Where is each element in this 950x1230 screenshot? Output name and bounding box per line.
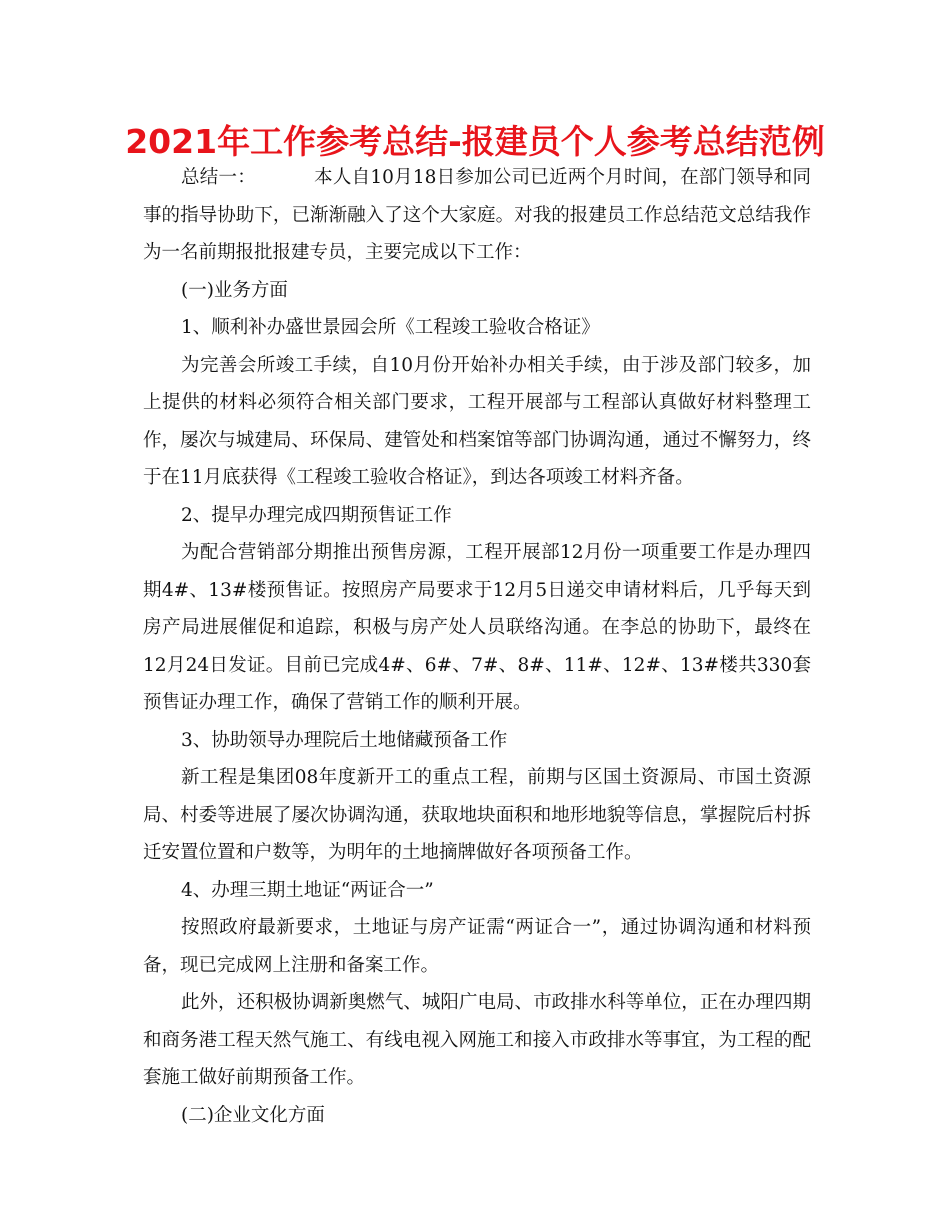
item-body-2: 为配合营销部分期推出预售房源，工程开展部12月份一项重要工作是办理四期4#、13#楼预售证。按照房产局要求于12月5日递交申请材料后，几乎每天到房产局进展催促和追踪，积极与房产处人员联络沟通。在李总的协助下，最终在12月24日发证。目前已完成4#、6#、7#、8#、11#、12#、13#楼共330套预售证办理工作，确保了营销工作的顺利开展。: [143, 542, 811, 713]
document-body: [143, 159, 811, 1134]
item-body-1: 为完善会所竣工手续，自10月份开始补办相关手续，由于涉及部门较多，加上提供的材料必须符合相关部门要求，工程开展部与工程部认真做好材料整理工作，屡次与城建局、环保局、建管处和档案馆等部门协调沟通，通过不懈努力，终于在11月底获得《工程竣工验收合格证》，到达各项竣工材料齐备。: [143, 354, 811, 488]
item-body-3: 新工程是集团08年度新开工的重点工程，前期与区国土资源局、市国土资源局、村委等进展了屡次协调沟通，获取地块面积和地形地貌等信息，掌握院后村拆迁安置位置和户数等，为明年的土地摘牌做好各项预备工作。: [143, 767, 811, 863]
section-heading-culture: (二)企业文化方面: [181, 1104, 325, 1126]
item-body-4: 按照政府最新要求，土地证与房产证需“两证合一”，通过协调沟通和材料预备，现已完成网上注册和备案工作。: [143, 917, 811, 976]
intro-paragraph: [143, 159, 811, 272]
intro-label: 总结一：: [181, 167, 256, 188]
intro-text: 本人自10月18日参加公司已近两个月时间，在部门领导和同事的指导协助下，已渐渐融入了这个大家庭。对我的报建员工作总结范文总结我作为一名前期报批报建专员，主要完成以下工作：: [143, 167, 811, 263]
section-heading-business: (一)业务方面: [181, 279, 288, 301]
item-heading-3: 3、协助领导办理院后土地储藏预备工作: [181, 729, 508, 751]
item-heading-1: 1、顺利补办盛世景园会所《工程竣工验收合格证》: [181, 317, 600, 338]
additional-paragraph: 此外，还积极协调新奥燃气、城阳广电局、市政排水科等单位，正在办理四期和商务港工程天然气施工、有线电视入网施工和接入市政排水等事宜，为工程的配套施工做好前期预备工作。: [143, 992, 811, 1088]
item-heading-4: 4、办理三期土地证“两证合一”: [181, 879, 434, 901]
document-title: 2021年工作参考总结-报建员个人参考总结范例: [125, 122, 825, 161]
item-heading-2: 2、提早办理完成四期预售证工作: [181, 504, 452, 526]
